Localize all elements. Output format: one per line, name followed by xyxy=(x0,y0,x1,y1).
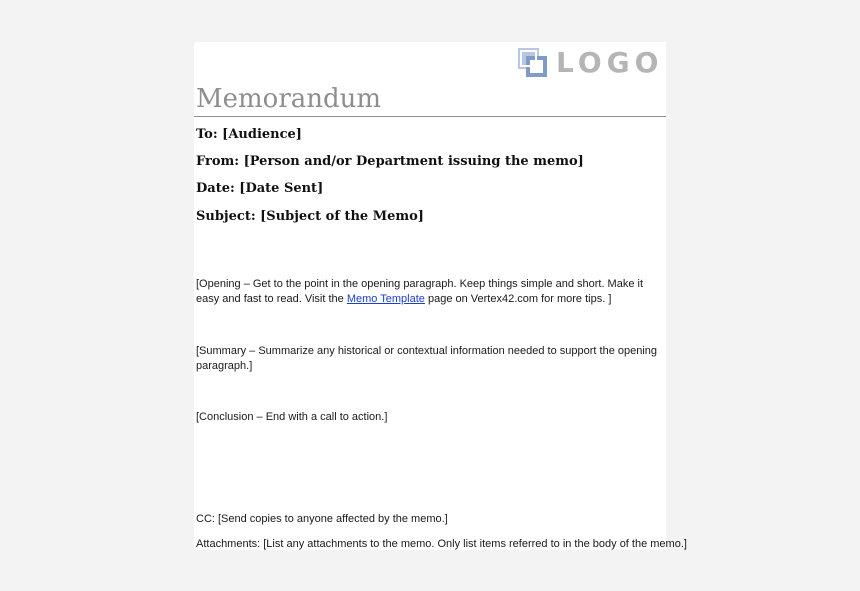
logo-text: LOGO xyxy=(556,46,664,79)
opening-text-start: [Opening – Get to the point in the opening paragraph. Keep things simple and short. Make it easy and fast to read. Visit the xyxy=(196,278,644,305)
memo-template-link[interactable]: Memo Template xyxy=(346,293,425,305)
to-field: To: [Audience] xyxy=(196,127,302,142)
logo-mark-icon xyxy=(518,48,548,78)
title-divider xyxy=(194,116,666,117)
logo xyxy=(518,47,668,79)
memo-page xyxy=(194,42,687,550)
attachments-line: Attachments: [List any attachments to the memo. Only list items referred to in the body of the memo.] xyxy=(196,538,687,550)
summary-paragraph: [Summary – Summarize any historical or contextual information needed to support the opening paragraph.] xyxy=(196,345,658,372)
conclusion-paragraph: [Conclusion – End with a call to action.] xyxy=(196,411,388,423)
cc-line: CC: [Send copies to anyone affected by the memo.] xyxy=(196,513,448,525)
page-title: Memorandum xyxy=(196,84,382,114)
subject-field: Subject: [Subject of the Memo] xyxy=(196,209,424,224)
from-field: From: [Person and/or Department issuing the memo] xyxy=(196,154,584,169)
opening-paragraph xyxy=(196,277,658,307)
date-field: Date: [Date Sent] xyxy=(196,181,324,196)
opening-text-end: page on Vertex42.com for more tips. ] xyxy=(424,293,612,305)
